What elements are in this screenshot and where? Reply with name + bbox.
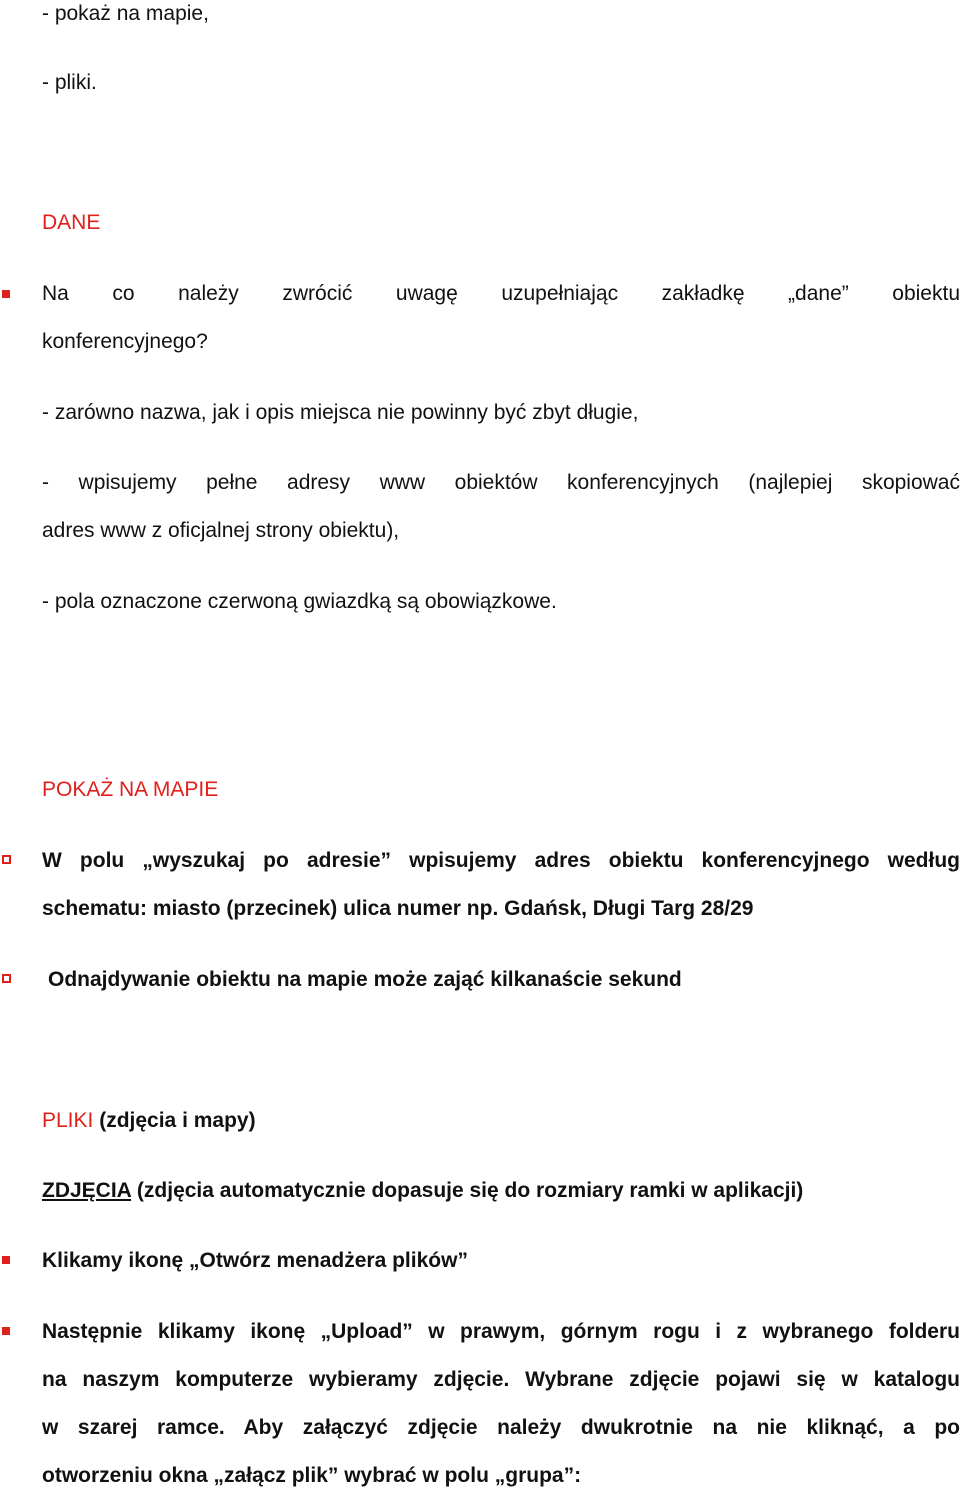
- pliki-bullet-2-line3: w szarej ramce. Aby załączyć zdjęcie należy dwukrotnie na nie kliknąć, a po: [42, 1416, 960, 1439]
- section-heading-mapa: POKAŻ NA MAPIE: [42, 778, 219, 801]
- mapa-bullet-1-line1: W polu „wyszukaj po adresie” wpisujemy adres obiektu konferencyjnego według: [42, 849, 960, 872]
- pliki-bullet-2-line2: na naszym komputerze wybieramy zdjęcie. Wybrane zdjęcie pojawi się w katalogu: [42, 1368, 960, 1391]
- dane-question-line2: konferencyjnego?: [42, 330, 208, 353]
- pliki-heading-label: PLIKI: [42, 1109, 94, 1132]
- pliki-heading-suffix: (zdjęcia i mapy): [93, 1109, 256, 1132]
- list-item-files: - pliki.: [42, 71, 97, 94]
- mapa-bullet-1-line2: schematu: miasto (przecinek) ulica numer np. Gdańsk, Długi Targ 28/29: [42, 897, 754, 920]
- zdjecia-subheading: [42, 1167, 960, 1215]
- zdjecia-suffix: (zdjęcia automatycznie dopasuje się do rozmiary ramki w aplikacji): [131, 1179, 804, 1202]
- bullet-icon: [2, 1327, 10, 1335]
- bullet-icon: [2, 855, 11, 864]
- dane-point-3: - pola oznaczone czerwoną gwiazdką są obowiązkowe.: [42, 590, 557, 613]
- dane-point-1: - zarówno nazwa, jak i opis miejsca nie powinny być zbyt długie,: [42, 401, 639, 424]
- list-item-map: - pokaż na mapie,: [42, 2, 209, 25]
- pliki-bullet-2-line4: otworzeniu okna „załącz plik” wybrać w polu „grupa”:: [42, 1464, 582, 1487]
- zdjecia-label: ZDJĘCIA: [42, 1179, 132, 1202]
- bullet-icon: [2, 1256, 10, 1264]
- dane-point-2-line2: adres www z oficjalnej strony obiektu),: [42, 519, 400, 542]
- pliki-bullet-1: Klikamy ikonę „Otwórz menadżera plików”: [42, 1249, 468, 1272]
- section-heading-dane: DANE: [42, 211, 101, 234]
- dane-point-2-line1: - wpisujemy pełne adresy www obiektów konferencyjnych (najlepiej skopiować: [42, 471, 960, 494]
- bullet-icon: [2, 290, 10, 298]
- pliki-bullet-2-line1: Następnie klikamy ikonę „Upload” w prawym, górnym rogu i z wybranego folderu: [42, 1320, 960, 1343]
- section-heading-pliki: [42, 1097, 960, 1145]
- dane-question-line1: Na co należy zwrócić uwagę uzupełniając zakładkę „dane” obiektu: [42, 282, 960, 305]
- bullet-icon: [2, 974, 11, 983]
- mapa-bullet-2: Odnajdywanie obiektu na mapie może zająć kilkanaście sekund: [48, 968, 682, 991]
